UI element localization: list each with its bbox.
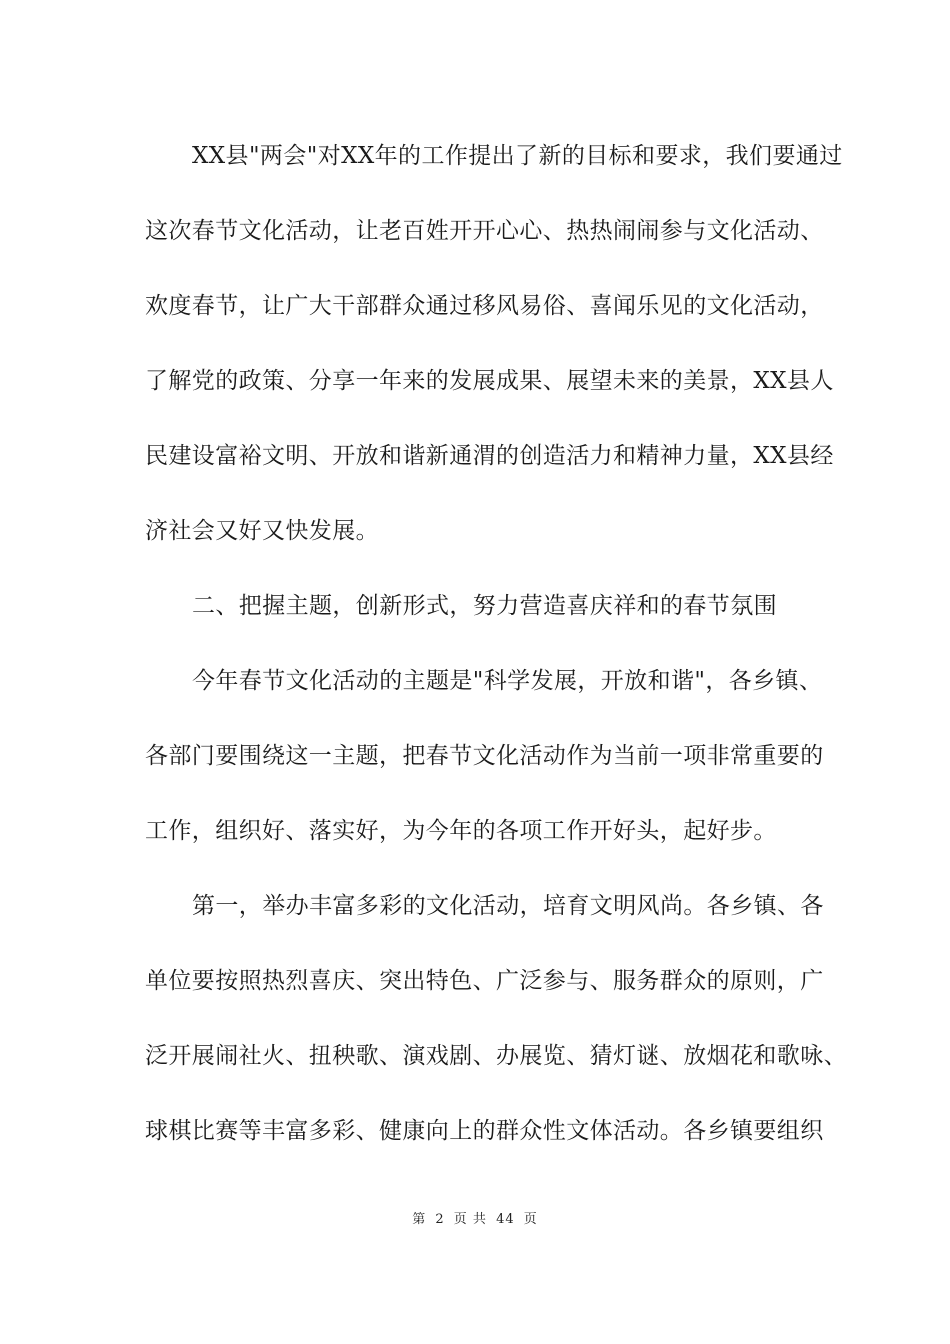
paragraph-line: 欢度春节，让广大干部群众通过移风易俗、喜闻乐见的文化活动，	[145, 293, 824, 319]
paragraph-line: 球棋比赛等丰富多彩、健康向上的群众性文体活动。各乡镇要组织	[145, 1118, 824, 1144]
section-heading: 二、把握主题，创新形式，努力营造喜庆祥和的春节氛围	[192, 593, 777, 619]
footer-middle: 页 共	[453, 1212, 487, 1227]
paragraph-line: 单位要按照热烈喜庆、突出特色、广泛参与、服务群众的原则，广	[145, 968, 824, 994]
paragraph-line: 各部门要围绕这一主题，把春节文化活动作为当前一项非常重要的	[145, 743, 824, 769]
footer-prefix: 第	[412, 1212, 427, 1227]
paragraph-line: 今年春节文化活动的主题是"科学发展，开放和谐"，各乡镇、	[192, 668, 823, 694]
paragraph-line: 民建设富裕文明、开放和谐新通渭的创造活力和精神力量，XX县经	[145, 443, 834, 469]
paragraph-line: 第一，举办丰富多彩的文化活动，培育文明风尚。各乡镇、各	[192, 893, 824, 919]
footer-total-pages: 44	[496, 1212, 515, 1227]
paragraph-line: 这次春节文化活动，让老百姓开开心心、热热闹闹参与文化活动、	[145, 218, 824, 244]
paragraph-line: 工作，组织好、落实好，为今年的各项工作开好头，起好步。	[145, 818, 777, 844]
footer-suffix: 页	[523, 1212, 538, 1227]
paragraph-line: 泛开展闹社火、扭秧歌、演戏剧、办展览、猜灯谜、放烟花和歌咏、	[145, 1043, 847, 1069]
paragraph-line: XX县"两会"对XX年的工作提出了新的目标和要求，我们要通过	[192, 143, 843, 169]
footer-current-page: 2	[435, 1212, 445, 1227]
page-footer	[0, 1208, 950, 1227]
paragraph-line: 了解党的政策、分享一年来的发展成果、展望未来的美景，XX县人	[145, 368, 834, 394]
paragraph-line: 济社会又好又快发展。	[145, 518, 379, 544]
